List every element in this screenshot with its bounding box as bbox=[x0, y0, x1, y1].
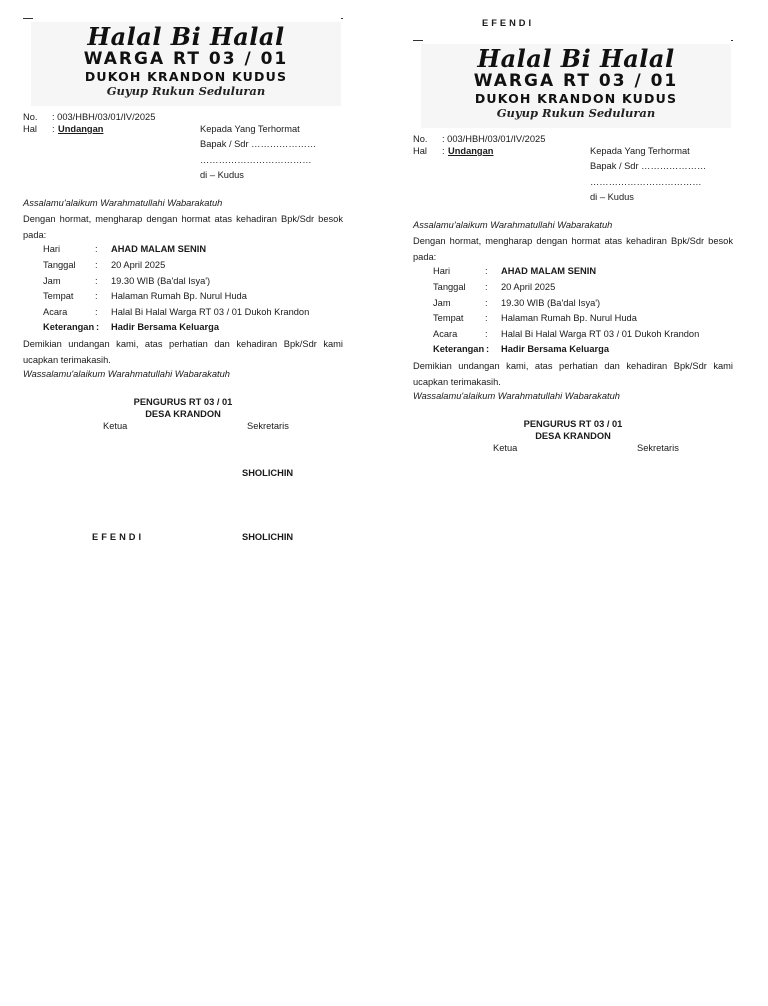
detail-colon: : bbox=[95, 276, 98, 286]
detail-colon: : bbox=[95, 291, 98, 301]
detail-label: Tanggal bbox=[43, 260, 76, 270]
detail-label: Jam bbox=[433, 298, 451, 308]
sekretaris-label: Sekretaris bbox=[637, 443, 679, 453]
recipient-line: Bapak / Sdr ………………… bbox=[200, 139, 317, 149]
detail-colon: : bbox=[485, 329, 488, 339]
logo-title: Halal Bi Halal bbox=[477, 44, 675, 73]
detail-value: Halal Bi Halal Warga RT 03 / 01 Dukoh Krandon bbox=[501, 329, 700, 339]
detail-value: 19.30 WIB (Ba'dal Isya') bbox=[501, 298, 601, 308]
hal-label: Hal bbox=[23, 124, 37, 134]
intro-text: Dengan hormat, mengharap dengan hormat atas kehadiran Bpk/Sdr besok pada: bbox=[23, 214, 343, 240]
recipient-line: Kepada Yang Terhormat bbox=[590, 146, 690, 156]
detail-value: AHAD MALAM SENIN bbox=[111, 244, 207, 254]
signature-name-ketua-top: EFENDI bbox=[482, 18, 535, 28]
org-name: PENGURUS RT 03 / 01 bbox=[523, 419, 623, 429]
recipient-line: ……………………………… bbox=[200, 155, 312, 165]
recipient-line: ……………………………… bbox=[590, 177, 702, 187]
org-village: DESA KRANDON bbox=[535, 431, 611, 441]
detail-value: 19.30 WIB (Ba'dal Isya') bbox=[111, 276, 211, 286]
detail-label: Tempat bbox=[43, 291, 74, 301]
detail-value: AHAD MALAM SENIN bbox=[501, 266, 597, 276]
hal-colon: : bbox=[442, 146, 445, 156]
farewell: Wassalamu'alaikum Warahmatullahi Wabarakatuh bbox=[413, 391, 620, 401]
detail-value: 20 April 2025 bbox=[111, 260, 166, 270]
detail-colon: : bbox=[96, 322, 100, 332]
ketua-name: EFENDI bbox=[92, 532, 145, 542]
detail-label: Acara bbox=[433, 329, 458, 339]
detail-value: Hadir Bersama Keluarga bbox=[111, 322, 219, 332]
sekretaris-name-mid: SHOLICHIN bbox=[242, 468, 294, 478]
farewell: Wassalamu'alaikum Warahmatullahi Wabarakatuh bbox=[23, 369, 230, 379]
no-label: No. bbox=[23, 112, 38, 122]
sekretaris-name: SHOLICHIN bbox=[242, 532, 294, 542]
detail-colon: : bbox=[95, 244, 98, 254]
detail-colon: : bbox=[486, 344, 490, 354]
recipient-line: Bapak / Sdr ………………… bbox=[590, 161, 707, 171]
closing-text: Demikian undangan kami, atas perhatian dan kehadiran Bpk/Sdr kami ucapkan terimakasih. bbox=[413, 361, 733, 387]
detail-value: Halal Bi Halal Warga RT 03 / 01 Dukoh Krandon bbox=[111, 307, 310, 317]
header-logo bbox=[31, 22, 341, 106]
detail-colon: : bbox=[485, 266, 488, 276]
logo-subtitle: WARGA RT 03 / 01 bbox=[473, 71, 679, 91]
detail-colon: : bbox=[95, 307, 98, 317]
logo-location: DUKOH KRANDON KUDUS bbox=[84, 69, 288, 84]
no-label: No. bbox=[413, 134, 428, 144]
detail-label: Hari bbox=[433, 266, 451, 276]
org-name: PENGURUS RT 03 / 01 bbox=[133, 397, 233, 407]
logo-tagline: Guyup Rukun Seduluran bbox=[496, 106, 656, 120]
logo-tagline: Guyup Rukun Seduluran bbox=[106, 84, 266, 98]
detail-label: Keterangan bbox=[433, 344, 485, 354]
hal-label: Hal bbox=[413, 146, 427, 156]
intro-text: Dengan hormat, mengharap dengan hormat atas kehadiran Bpk/Sdr besok pada: bbox=[413, 236, 733, 262]
detail-value: Hadir Bersama Keluarga bbox=[501, 344, 609, 354]
logo-subtitle: WARGA RT 03 / 01 bbox=[83, 49, 289, 69]
closing-text: Demikian undangan kami, atas perhatian dan kehadiran Bpk/Sdr kami ucapkan terimakasih. bbox=[23, 339, 343, 365]
ketua-label: Ketua bbox=[103, 421, 128, 431]
detail-label: Keterangan bbox=[43, 322, 95, 332]
detail-label: Hari bbox=[43, 244, 61, 254]
invitation-card-left bbox=[23, 16, 343, 576]
detail-colon: : bbox=[485, 298, 488, 308]
detail-value: 20 April 2025 bbox=[501, 282, 556, 292]
detail-colon: : bbox=[485, 282, 488, 292]
detail-value: Halaman Rumah Bp. Nurul Huda bbox=[501, 313, 637, 323]
detail-colon: : bbox=[95, 260, 98, 270]
sekretaris-label: Sekretaris bbox=[247, 421, 289, 431]
recipient-line: di – Kudus bbox=[200, 170, 244, 180]
detail-label: Tempat bbox=[433, 313, 464, 323]
detail-label: Tanggal bbox=[433, 282, 466, 292]
recipient-line: Kepada Yang Terhormat bbox=[200, 124, 300, 134]
recipient-line: di – Kudus bbox=[590, 192, 634, 202]
greeting: Assalamu'alaikum Warahmatullahi Wabarakatuh bbox=[413, 220, 613, 230]
detail-value: Halaman Rumah Bp. Nurul Huda bbox=[111, 291, 247, 301]
hal-value: Undangan bbox=[448, 146, 494, 156]
header-logo bbox=[421, 44, 731, 128]
hal-colon: : bbox=[52, 124, 55, 134]
detail-label: Jam bbox=[43, 276, 61, 286]
detail-label: Acara bbox=[43, 307, 68, 317]
detail-colon: : bbox=[485, 313, 488, 323]
hal-value: Undangan bbox=[58, 124, 104, 134]
org-village: DESA KRANDON bbox=[145, 409, 221, 419]
logo-location: DUKOH KRANDON KUDUS bbox=[474, 91, 678, 106]
no-value: : 003/HBH/03/01/IV/2025 bbox=[52, 112, 156, 122]
invitation-card-right bbox=[413, 38, 733, 598]
ketua-label: Ketua bbox=[493, 443, 518, 453]
greeting: Assalamu'alaikum Warahmatullahi Wabarakatuh bbox=[23, 198, 223, 208]
logo-title: Halal Bi Halal bbox=[87, 22, 285, 51]
no-value: : 003/HBH/03/01/IV/2025 bbox=[442, 134, 546, 144]
